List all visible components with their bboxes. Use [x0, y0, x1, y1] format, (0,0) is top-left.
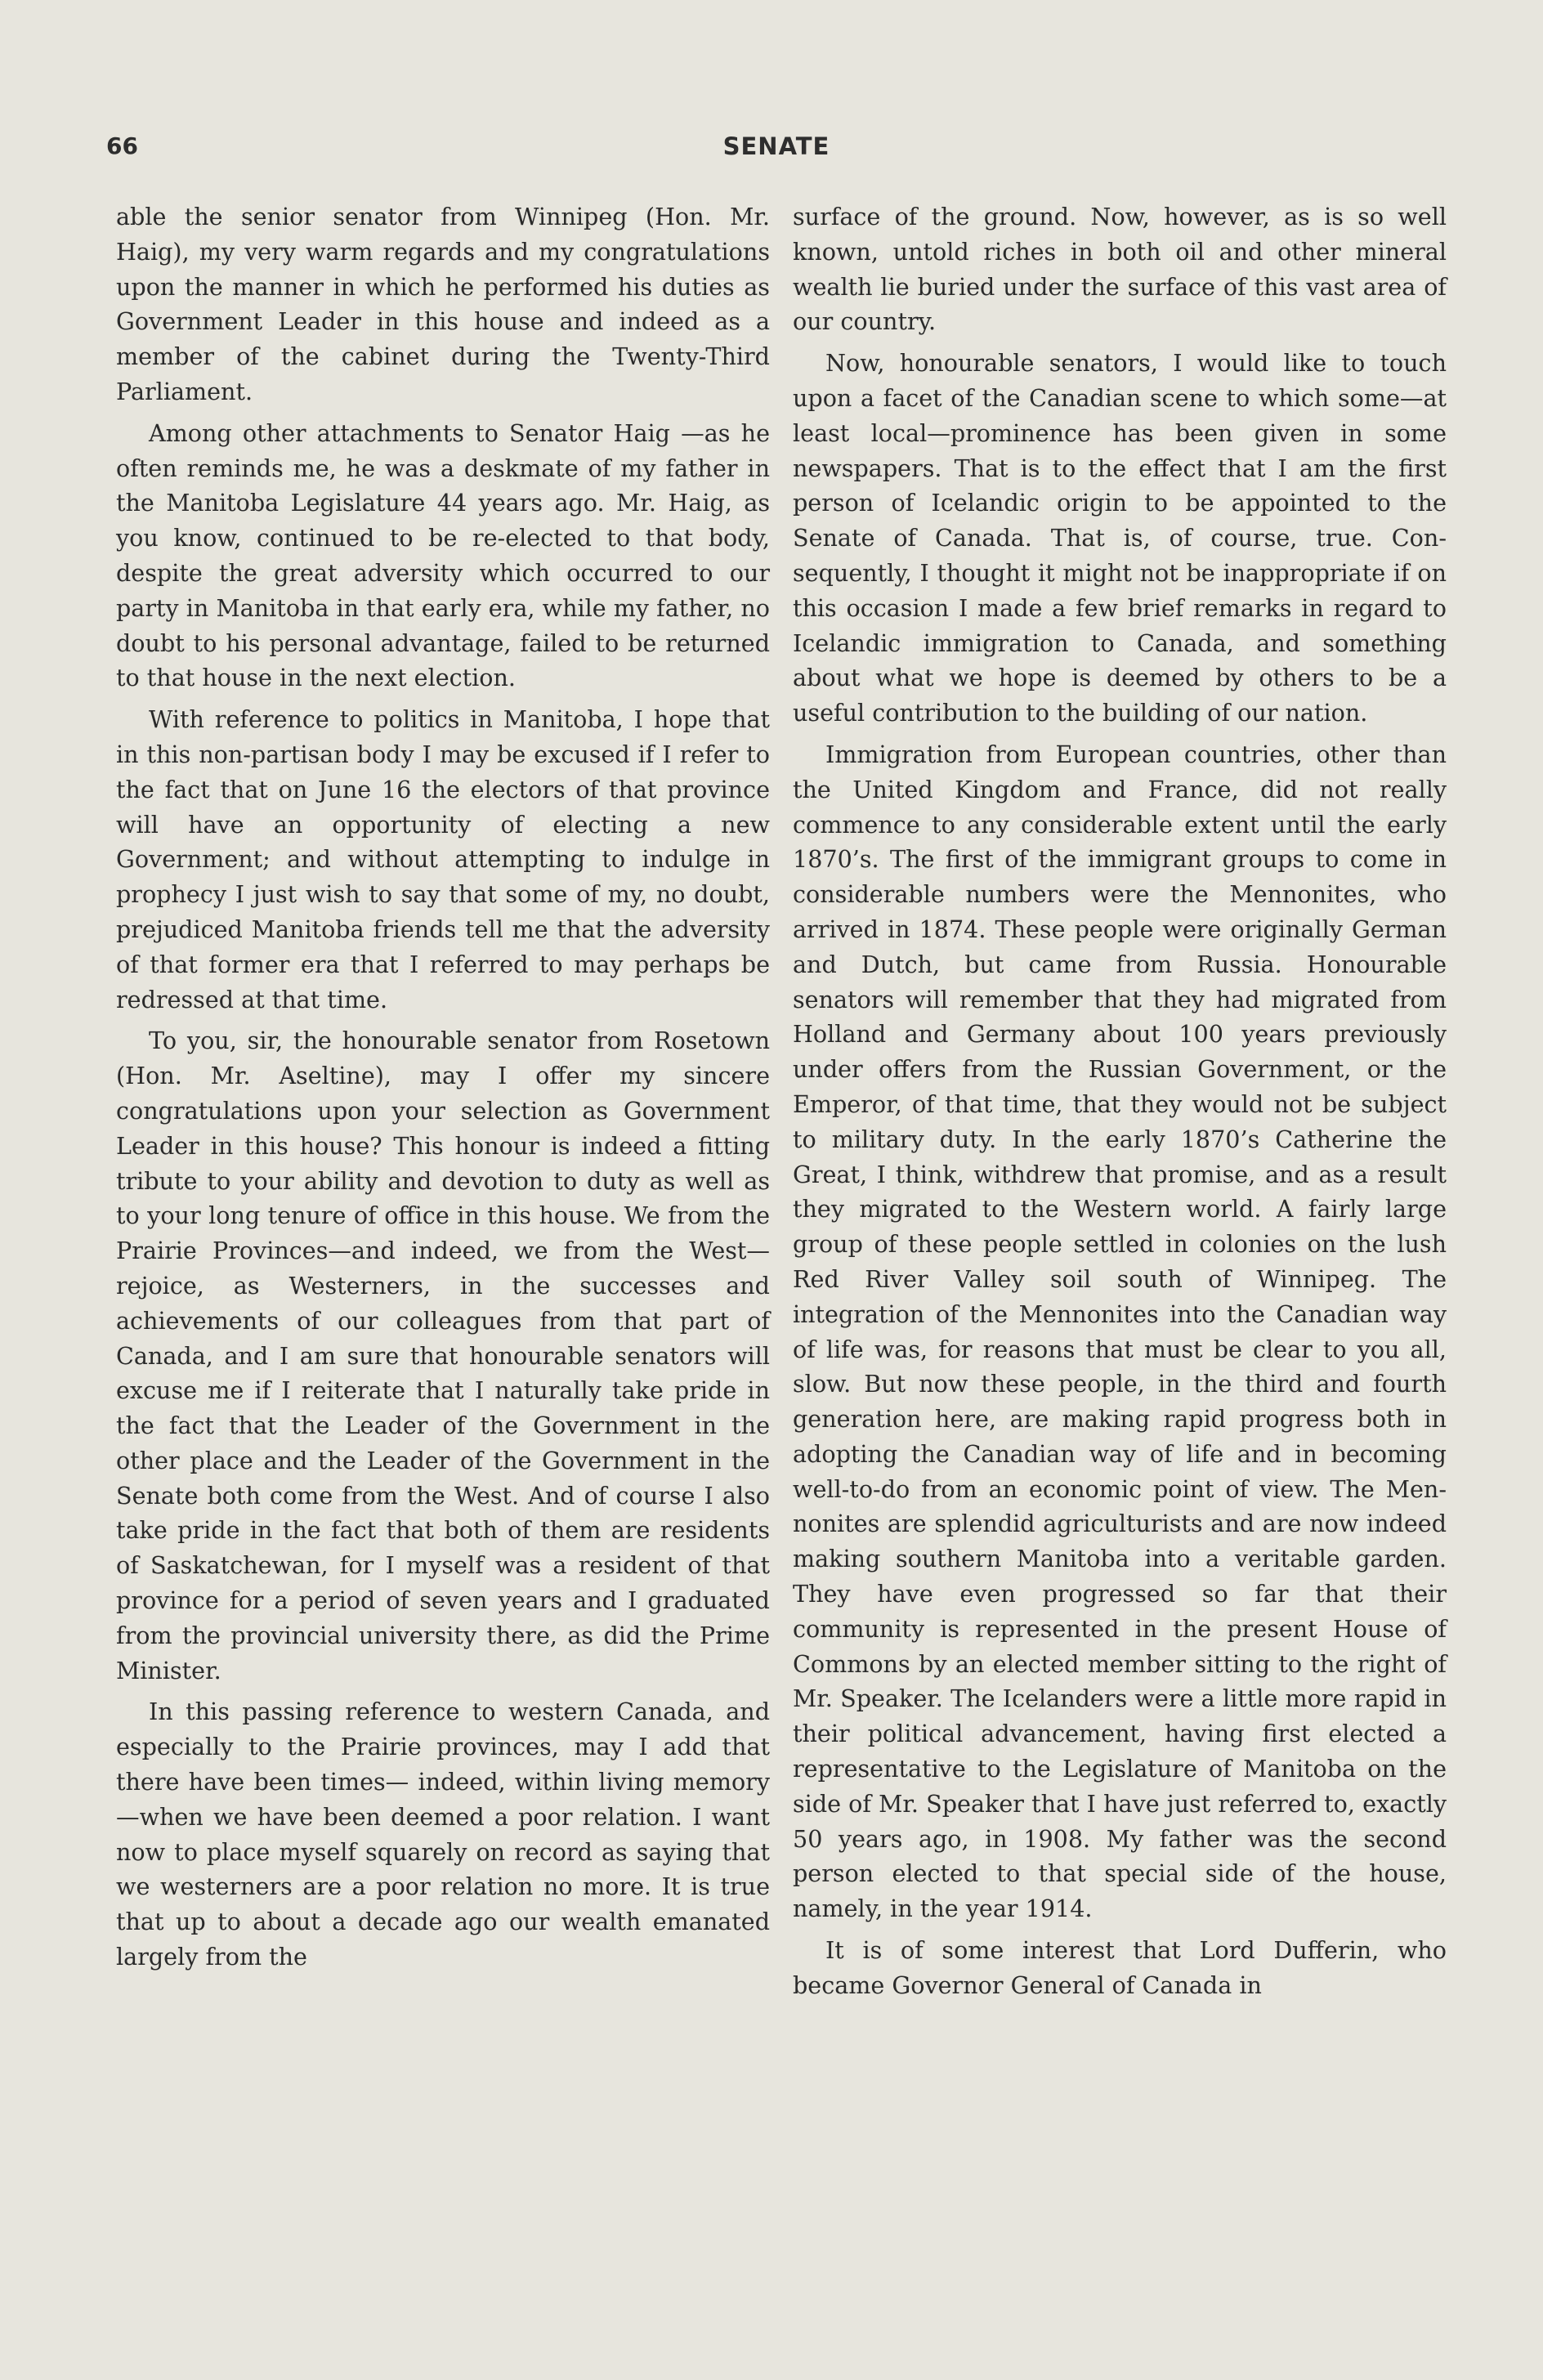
- paragraph: Now, honourable senators, I would like to touch upon a facet of the Canadian scene to which some—at least local—prominence has been given in some newspapers. That is to the effect that I am the first person of Icelandic origin to be appointed to the Senate of Canada. That is, of course, true. Consequently, I thought it might not be inappropriate if on this occasion I made a few brief remarks in regard to Icelandic immigration to Canada, and something about what we hope is deemed by others to be a useful contribution to the building of our nation.: [793, 349, 1447, 727]
- page-header: [106, 132, 1447, 173]
- paragraph: In this passing reference to western Canada, and especially to the Prairie provinces, may I add that there have been times— indeed, within living memory—when we have been deemed a poor relation. I want now to place myself squarely on record as saying that we westerners are a poor relation no more. It is true that up to about a decade ago our wealth emanated largely from the: [116, 1698, 770, 1971]
- paragraph: To you, sir, the honourable senator from Rosetown (Hon. Mr. Aseltine), may I offer my sincere congratulations upon your selection as Government Leader in this house? This honour is indeed a fitting tribute to your ability and devotion to duty as well as to your long tenure of office in this house. We from the Prairie Provinces—and indeed, we from the West—rejoice, as Westerners, in the successes and achievements of our colleagues from that part of Canada, and I am sure that honourable senators will excuse me if I reiterate that I naturally take pride in the fact that the Leader of the Government in the other place and the Leader of the Government in the Senate both come from the West. And of course I also take pride in the fact that both of them are residents of Saskatchewan, for I myself was a resident of that province for a period of seven years and I graduated from the provincial university there, as did the Prime Minister.: [116, 1027, 770, 1684]
- paragraph: able the senior senator from Winnipeg (Hon. Mr. Haig), my very warm regards and my congratulations upon the manner in which he performed his duties as Government Leader in this house and indeed as a member of the cabinet during the Twenty-Third Parliament.: [116, 203, 770, 405]
- running-head: SENATE: [722, 132, 830, 160]
- left-column: [116, 199, 770, 1981]
- paragraph: Among other attachments to Senator Haig —as he often reminds me, he was a deskmate of my father in the Manitoba Legislature 44 years ago. Mr. Haig, as you know, continued to be re-elected to that body, despite the great adversity which occurred to our party in Manitoba in that early era, while my father, no doubt to his personal advantage, failed to be returned to that house in the next election.: [116, 418, 770, 692]
- right-column: [793, 199, 1447, 2010]
- paragraph: With reference to politics in Manitoba, I hope that in this non-partisan body I may be excused if I refer to the fact that on June 16 the electors of that province will have an opportunity of electing a new Government; and without attempting to indulge in prophecy I just wish to say that some of my, no doubt, prejudiced Manitoba friends tell me that the adversity of that former era that I referred to may perhaps be redressed at that time.: [116, 705, 770, 1013]
- paragraph: surface of the ground. Now, however, as is so well known, untold riches in both oil and other mineral wealth lie buried under the surface of this vast area of our country.: [793, 203, 1447, 336]
- page-number: 66: [106, 132, 138, 159]
- paragraph: Immigration from European countries, other than the United Kingdom and France, did not really commence to any considerable extent until the early 1870’s. The first of the immigrant groups to come in considerable numbers were the Mennonites, who arrived in 1874. These people were originally German and Dutch, but came from Russia. Honourable senators will remember that they had migrated from Holland and Germany about 100 years previously under offers from the Russian Government, or the Emperor, of that time, that they would not be subject to military duty. In the early 1870’s Catherine the Great, I think, withdrew that promise, and as a result they migrated to the Western world. A fairly large group of these people settled in colonies on the lush Red River Valley soil south of Winnipeg. The integration of the Mennonites into the Canadian way of life was, for reasons that must be clear to you all, slow. But now these people, in the third and fourth generation here, are making rapid progress both in adopting the Canadian way of life and in becoming well-to-do from an economic point of view. The Mennonites are splendid agriculturists and are now indeed making southern Manitoba into a veritable garden. They have even progressed so far that their community is represented in the present House of Commons by an elected member sitting to the right of Mr. Speaker. The Icelanders were a little more rapid in their political advancement, having first elected a representative to the Legislature of Manitoba on the side of Mr. Speaker that I have just referred to, exactly 50 years ago, in 1908. My father was the second person elected to that special side of the house, namely, in the year 1914.: [793, 740, 1447, 1923]
- paragraph: It is of some interest that Lord Dufferin, who became Governor General of Canada in: [793, 1936, 1447, 1999]
